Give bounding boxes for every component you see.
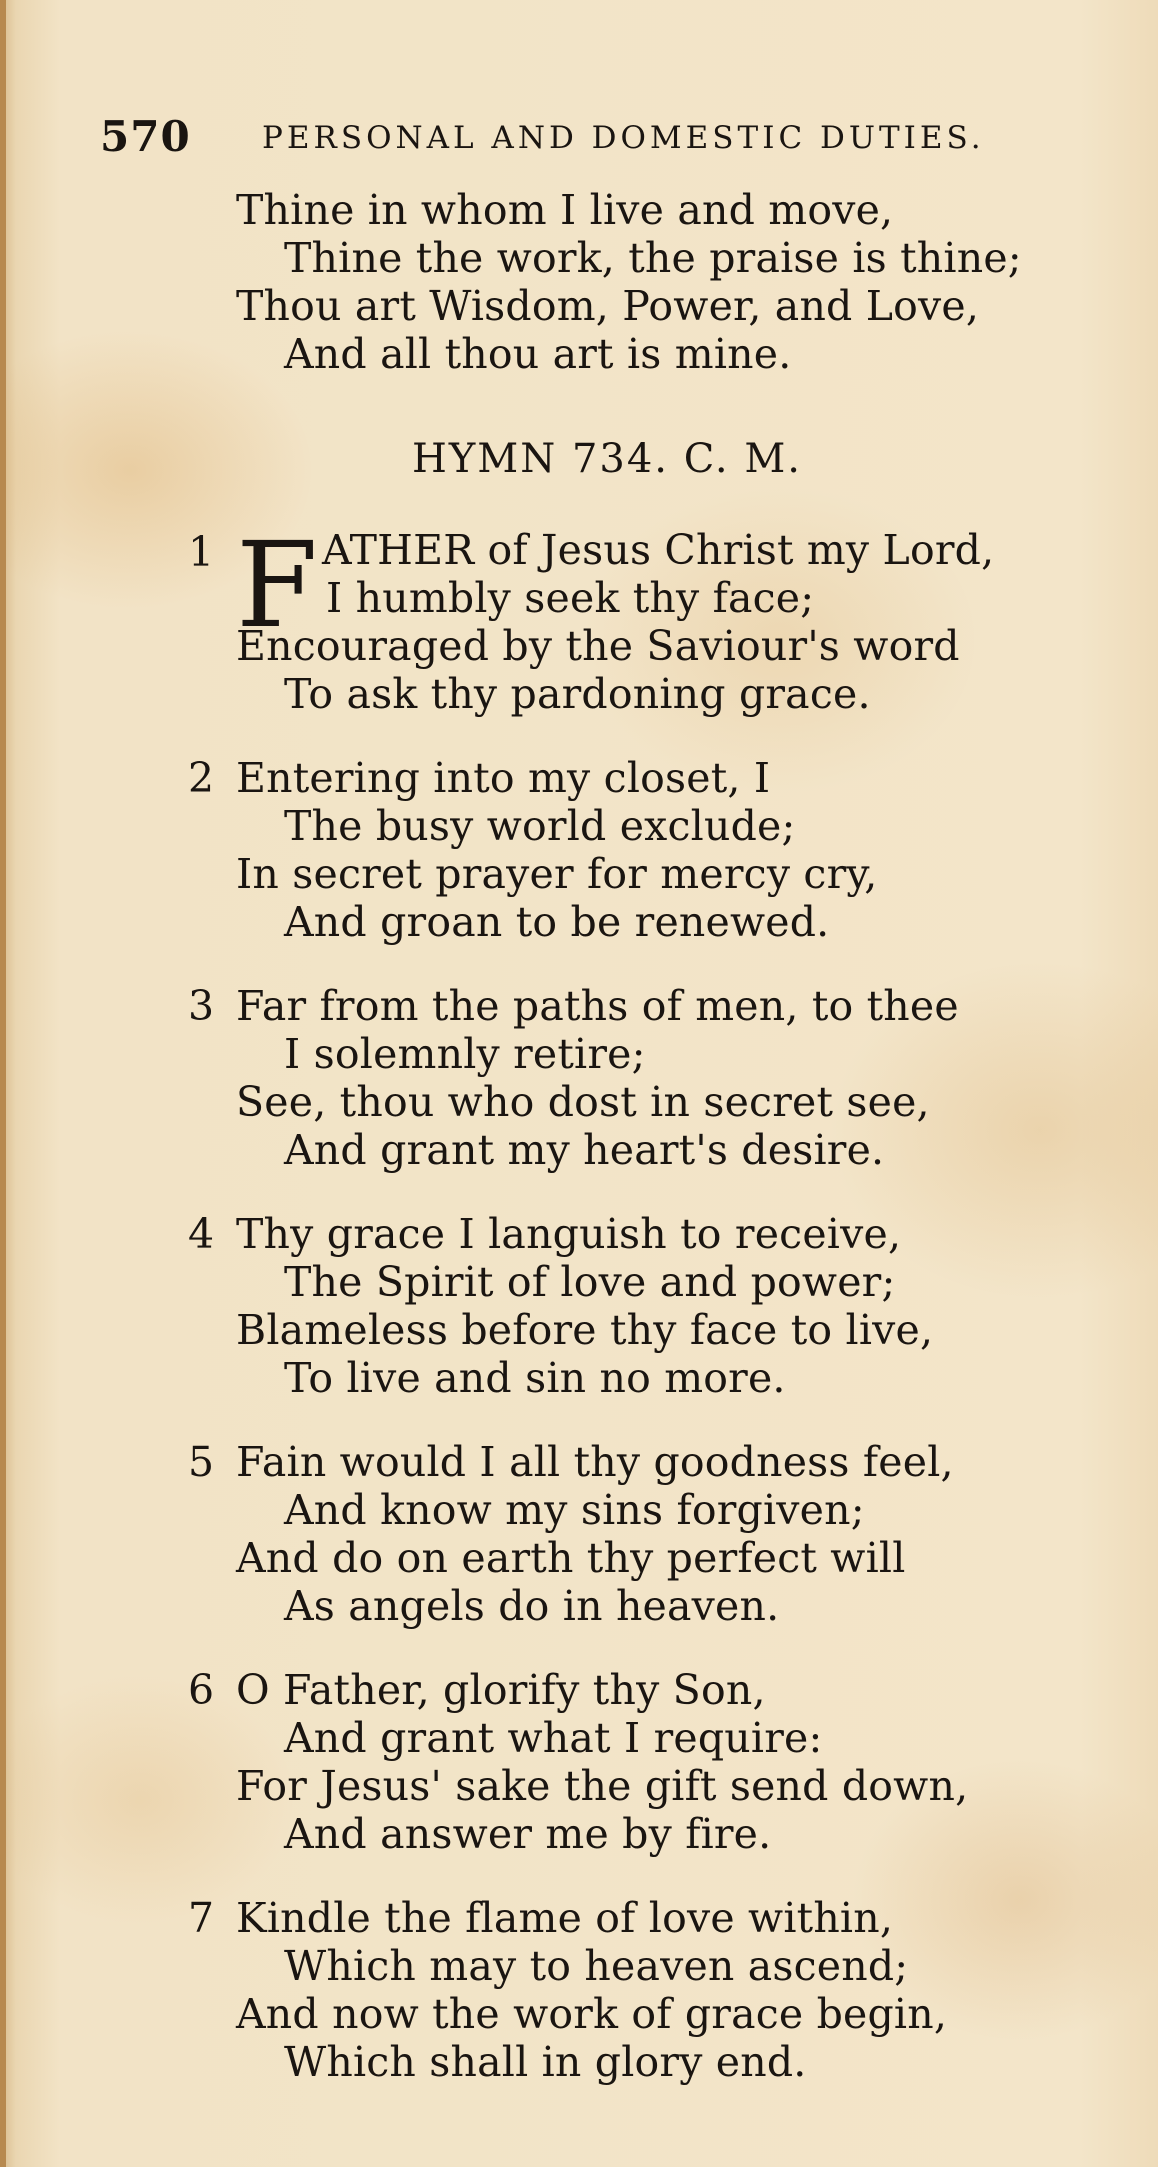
prior-stanza-line: Thine in whom I live and move,	[236, 186, 894, 234]
verse-line: Thy grace I languish to receive,	[236, 1210, 902, 1258]
drop-cap: F	[236, 516, 318, 654]
verse-number: 2	[188, 754, 215, 802]
verse-line: In secret prayer for mercy cry,	[236, 850, 878, 898]
prior-stanza-line: Thou art Wisdom, Power, and Love,	[236, 282, 980, 330]
verse-number: 6	[188, 1666, 215, 1714]
verse-line: To ask thy pardoning grace.	[284, 670, 871, 718]
verse-line: And answer me by fire.	[284, 1810, 772, 1858]
verse-line: The busy world exclude;	[284, 802, 796, 850]
verse-line: Blameless before thy face to live,	[236, 1306, 934, 1354]
verse-line: Which may to heaven ascend;	[284, 1942, 909, 1990]
verse-line: To live and sin no more.	[284, 1354, 786, 1402]
verse-line: Far from the paths of men, to thee	[236, 982, 959, 1030]
verse-line: And grant my heart's desire.	[284, 1126, 885, 1174]
page-header	[100, 112, 1068, 162]
verse-line: As angels do in heaven.	[284, 1582, 780, 1630]
verse-number: 5	[188, 1438, 215, 1486]
verse-line: And now the work of grace begin,	[236, 1990, 948, 2038]
verse-line: Fain would I all thy goodness feel,	[236, 1438, 954, 1486]
verse-line: I humbly seek thy face;	[326, 574, 815, 622]
verse-line: And do on earth thy perfect will	[236, 1534, 906, 1582]
verse-line: O Father, glorify thy Son,	[236, 1666, 766, 1714]
verse-number: 3	[188, 982, 215, 1030]
verse-line: Kindle the flame of love within,	[236, 1894, 894, 1942]
verse-number: 7	[188, 1894, 215, 1942]
prior-stanza-line: Thine the work, the praise is thine;	[284, 234, 1022, 282]
verse-line: See, thou who dost in secret see,	[236, 1078, 930, 1126]
verse-line: I solemnly retire;	[284, 1030, 646, 1078]
verse-line: Encouraged by the Saviour's word	[236, 622, 960, 670]
verse-line: Entering into my closet, I	[236, 754, 771, 802]
page-number: 570	[100, 112, 191, 161]
hymn-title: HYMN 734. C. M.	[412, 436, 803, 482]
prior-stanza-line: And all thou art is mine.	[284, 330, 792, 378]
verse-line: And know my sins forgiven;	[284, 1486, 865, 1534]
verse-number: 1	[188, 528, 215, 576]
page-binding-edge	[0, 0, 6, 2167]
verse-line: ATHER of Jesus Christ my Lord,	[322, 526, 995, 574]
verse-line: The Spirit of love and power;	[284, 1258, 896, 1306]
verse-line: For Jesus' sake the gift send down,	[236, 1762, 969, 1810]
running-head: PERSONAL AND DOMESTIC DUTIES.	[262, 120, 985, 156]
verse-line: Which shall in glory end.	[284, 2038, 807, 2086]
verse-line: And grant what I require:	[284, 1714, 823, 1762]
verse-line: And groan to be renewed.	[284, 898, 830, 946]
verse-number: 4	[188, 1210, 215, 1258]
